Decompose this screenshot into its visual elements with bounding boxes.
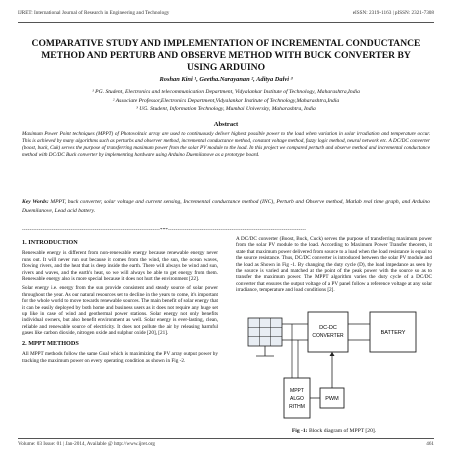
intro-paragraph-1: Renewable energy is different from non-renewable energy because renewable energy never runs out. It will never run out because it comes from the wind, the sun, the ocean waves, flowing rivers, and the heat that is deep inside the earth. There will always be wind and sun, rivers and waves, and the earth's heat, so we will always be able to get energy from them. Renewable energy also is more special because it does not hurt the environment [22]. <box>22 250 218 283</box>
figure-caption-label: Fig -1: <box>291 428 308 434</box>
section-heading-introduction: 1. INTRODUCTION <box>22 239 78 246</box>
mppt-label-3: RITHM <box>289 404 305 410</box>
intro-paragraph-2: Solar energy i.e. energy from the sun provide consistent and steady source of solar power throughout the year. As our natural resources set to decline in the years to come, it's important for the whole world to move towards renewable sources. The main benefit of solar energy that it can be easily deployed by both home and business users as it does not require any huge set up like in case of wind and geothermal power stations. Solar energy not only benefits individual owners, but also benefit environment as well. Solar energy is ever-lasting, clean, reliable and renewable source of electricity. It does not pollute the air by releasing harmful gases like carbon dioxide, nitrogen oxide and sulphur oxide [20], [21]. <box>22 285 218 337</box>
pwm-block <box>320 388 344 408</box>
page-number: 461 <box>426 441 434 447</box>
mppt-paragraph-1: All MPPT methods follow the same Goal which is maximizing the PV array output power by tracking the maximum power on every operating condition as shown in Fig -2. <box>22 351 218 364</box>
running-footer <box>18 441 434 447</box>
author-list: Roshan Kini ¹, Geetha.Narayanan ², Aditya Dalvi ³ <box>159 76 293 83</box>
left-column <box>22 236 218 367</box>
figure-caption-text: Block diagram of MPPT [20]. <box>307 428 377 434</box>
converter-label-2: CONVERTER <box>312 333 344 339</box>
issn: eISSN: 2319-1163 | pISSN: 2321-7308 <box>352 10 434 16</box>
converter-paragraph: A DC/DC converter (Boost, Buck, Cuck) serves the purpose of transferring maximum power from the solar PV module to the load. According to Maximum Power Transfer theorem, it state that maximum power delivered from source to a load when the load resistance is equal to the source resistance. Thus, DC/DC converter is introduced between the solar PV module and the load as Shown in Fig -1. By changing the duty cycle (D), the load impedance as seen by the source is varied and matched at the point of the peak power with the source so as to transfer the maximum power. The MPPT algorithm varies the duty cycle of a DC/DC converter that ensures the output voltage of a PV panel follow a reference voltage at any solar irradiance, temperature and load conditions [2]. <box>236 236 432 294</box>
block-diagram-svg <box>244 298 420 428</box>
keywords-label: Key Words: <box>22 199 49 205</box>
affiliation-3: ³ UG. Student, Information Technology, Mumbai University, Maharashtra, India <box>136 106 316 113</box>
mppt-label-1: MPPT <box>290 388 304 394</box>
pwm-label: PWM <box>325 396 339 402</box>
mppt-algorithm-block <box>284 378 310 418</box>
footer-rule <box>18 438 434 439</box>
keywords-text: MPPT, buck converter, solar voltage and current sensing, Incremental conductance method (INC), Perturb and Observe method, Matlab real time graph, and Arduino Duemilanove, Lead acid battery. <box>22 199 430 214</box>
dc-dc-converter-block <box>308 312 348 352</box>
keywords <box>22 198 430 215</box>
arrow-up-icon <box>330 352 335 356</box>
mppt-block-diagram <box>244 298 420 428</box>
battery-label: BATTERY <box>380 330 406 336</box>
figure-caption <box>236 428 432 434</box>
solar-panel-icon <box>248 318 282 356</box>
header-rule <box>18 22 434 23</box>
affiliation-2: ² Associate Professor,Electronics Department,Vidyalankar Institute of Technology,Maharashtra,India <box>112 97 340 104</box>
abstract-text: Maximum Power Point techniques (MPPT) of Photovoltaic array are used to continuously deliver highest possible power to the load when variation in solar irradiation and temperature occur. This is achieved by many algorithms such as perturbs and observer method, incremental conductance method, constant voltage method, fuzzy logic method, neural network etc. A DC/DC converter (boost, buck, Cuk) serves the purpose of transferring maximum power from the solar PV module to the load. In this project we compared perturb and observe method and incremental conductance method with DC/DC Buck converter by implementing hardware using Arduino Duemilanove as a prototype board. <box>22 131 430 158</box>
section-heading-mppt-methods: 2. MPPT METHODS <box>22 339 79 347</box>
affiliations <box>40 88 412 114</box>
running-header <box>18 10 434 20</box>
paper-title: COMPARATIVE STUDY AND IMPLEMENTATION OF INCREMENTAL CONDUCTANCE METHOD AND PERTURB AND OBSERVE METHOD WITH BUCK CONVERTER BY USING ARDUINO <box>31 38 421 73</box>
abstract-heading: Abstract <box>213 121 239 128</box>
volume-info: Volume: 03 Issue: 01 | Jan-2014, Available @ http://www.ijret.org <box>18 441 156 447</box>
section-separator: --------------------------------------------------------------------------***-------------------------------------------------------------------------- <box>22 228 307 233</box>
battery-block <box>370 312 416 352</box>
journal-name: IJRET: International Journal of Research in Engineering and Technology <box>18 10 170 16</box>
right-column <box>236 236 432 297</box>
mppt-label-2: ALGO <box>290 396 304 402</box>
converter-label-1: DC-DC <box>319 325 337 331</box>
affiliation-1: ¹ PG. Student, Electronics and telecommunication Department, Vidyalankar Institute of Technology, Maharashtra,India <box>92 89 360 95</box>
